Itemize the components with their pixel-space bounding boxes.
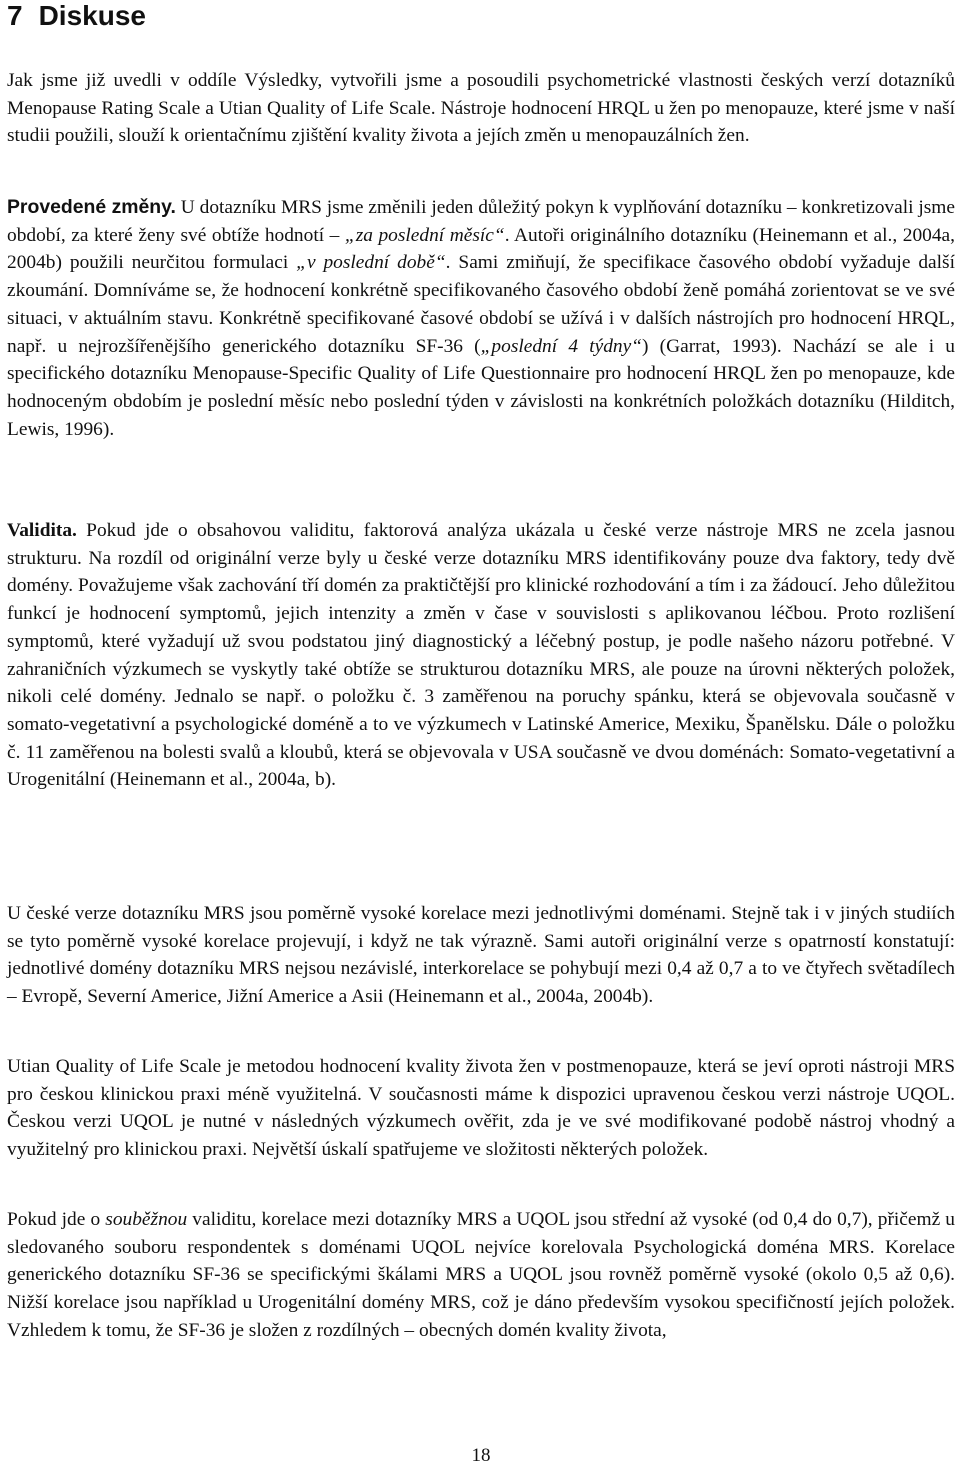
changes-text-4: ) (Garrat, 1993). Nachází se ale i u specifického dotazníku Menopause-Specific Quality of Life Questionnaire pro hodnocení HRQL žen po menopauze, kde hodnoceným obdobím je poslední měsíc nebo poslední týden v závislosti na konkrétních položkách dotazníku (Hilditch, Lewis, 1996). bbox=[7, 335, 955, 440]
concurrent-text-2: validitu, korelace mezi dotazníky MRS a UQOL jsou střední až vysoké (od 0,4 do 0,7), přičemž u sledovaného souboru respondentek s doménami UQOL nejvíce korelovala Psychologická doména MRS. Korelace generického dotazníku SF-36 se specifickými škálami MRS a UQOL jsou rovněž poměrně vysoké (okolo 0,5 až 0,6). Nižší korelace jsou například u Urogenitální domény MRS, což je dáno především vysokou specifičností jejích položek. Vzhledem k tomu, že SF-36 je složen z rozdílných – obecných domén kvality života, bbox=[7, 1209, 955, 1341]
page-number: 18 bbox=[471, 1445, 491, 1466]
changes-text-2: . Autoři originálního dotazníku (Heinemann et al., 2004a, 2004b) použili neurčitou formulaci bbox=[7, 224, 955, 274]
validity-text: Pokud jde o obsahovou validitu, faktorová analýza ukázala u české verze nástroje MRS ne zcela jasnou strukturu. Na rozdíl od originální verze byly u české verze dotazníku MRS identifikovány pouze dva faktory, tedy dvě domény. Považujeme však zachování tří domén za praktičtější pro klinické rozhodování a tím i za žádoucí. Jeho důležitou funkcí je hodnocení symptomů, jejich intenzity a změn v čase v souvislosti s aplikovanou léčbou. Proto rozlišení symptomů, které vyžadují už svou podstatou jiný diagnostický a léčebný postup, je podle našeho názoru potřebné. V zahraničních výzkumech se vyskytly také obtíže se strukturou dotazníku MRS, ale pouze na úrovni některých položek, nikoli celé domény. Jednalo se např. o položku č. 3 zaměřenou na poruchy spánku, která se objevovala současně v somato-vegetativní a psychologické doméně a to ve výzkumech v Latinské Americe, Mexiku, Španělsku. Dále o položku č. 11 zaměřenou na bolesti svalů a kloubů, která se objevovala v USA současně ve dvou doménách: Somato-vegetativní a Urogenitální (Heinemann et al., 2004a, b). bbox=[7, 520, 955, 791]
concurrent-validity-paragraph bbox=[7, 1206, 955, 1345]
uqol-paragraph: Utian Quality of Life Scale je metodou hodnocení kvality života žen v postmenopauze, která se jeví oproti nástroji MRS pro českou klinickou praxi méně využitelná. V současnosti máme k dispozici upravenou českou verzi nástroje UQOL. Českou verzi UQOL je nutné v následných výzkumech ověřit, zda je ve své modifikované podobě nástroj vhodný a využitelný pro klinickou praxi. Největší úskalí spatřujeme ve složitosti některých položek. bbox=[7, 1056, 955, 1161]
validity-paragraph bbox=[7, 517, 955, 794]
section-title: Diskuse bbox=[38, 0, 146, 31]
changes-quote-2: „v poslední době“ bbox=[296, 252, 446, 274]
intro-paragraph: Jak jsme již uvedli v oddíle Výsledky, vytvořili jsme a posoudili psychometrické vlastnosti českých verzí dotazníků Menopause Rating Scale a Utian Quality of Life Scale. Nástroje hodnocení HRQL u žen po menopauze, které jsme v naší studii použili, slouží k orientačnímu zjištění kvality života a jejích změn u menopauzálních žen. bbox=[7, 70, 955, 147]
concurrent-italic: souběžnou bbox=[105, 1209, 188, 1230]
changes-paragraph bbox=[7, 194, 955, 443]
changes-lead: Provedené změny. bbox=[7, 196, 176, 218]
section-number: 7 bbox=[7, 0, 23, 31]
changes-quote-1: „za poslední měsíc“ bbox=[344, 224, 505, 246]
section-heading bbox=[7, 0, 146, 36]
changes-text-1: U dotazníku MRS jsme změnili jeden důležitý pokyn k vyplňování dotazníku – konkretizovali jsme období, za které ženy své obtíže hodnotí – bbox=[7, 197, 955, 246]
changes-text-3: . Sami zmiňují, že specifikace časového období vyžaduje další zkoumání. Domníváme se, že hodnocení konkrétně specifikovaného časového období ženě pomáhá zorientovat se ve své situaci, v aktuálním stavu. Konkrétně specifikované časové období se užívá i v dalších nástrojích pro hodnocení HRQL, např. u nejrozšířenějšího generického dotazníku SF-36 ( bbox=[7, 252, 955, 357]
concurrent-text-1: Pokud jde o bbox=[7, 1209, 106, 1230]
validity-lead: Validita. bbox=[7, 520, 77, 541]
changes-quote-3: „poslední 4 týdny“ bbox=[480, 335, 642, 357]
correlation-paragraph: U české verze dotazníku MRS jsou poměrně vysoké korelace mezi jednotlivými doménami. Stejně tak i v jiných studiích se tyto poměrně vysoké korelace projevují, i když ne tak výrazně. Sami autoři originální verze s opatrností konstatují: jednotlivé domény dotazníku MRS nejsou nezávislé, interkorelace se pohybují mezi 0,4 až 0,7 a to ve čtyřech světadílech – Evropě, Severní Americe, Jižní Americe a Asii (Heinemann et al., 2004a, 2004b). bbox=[7, 903, 955, 1008]
